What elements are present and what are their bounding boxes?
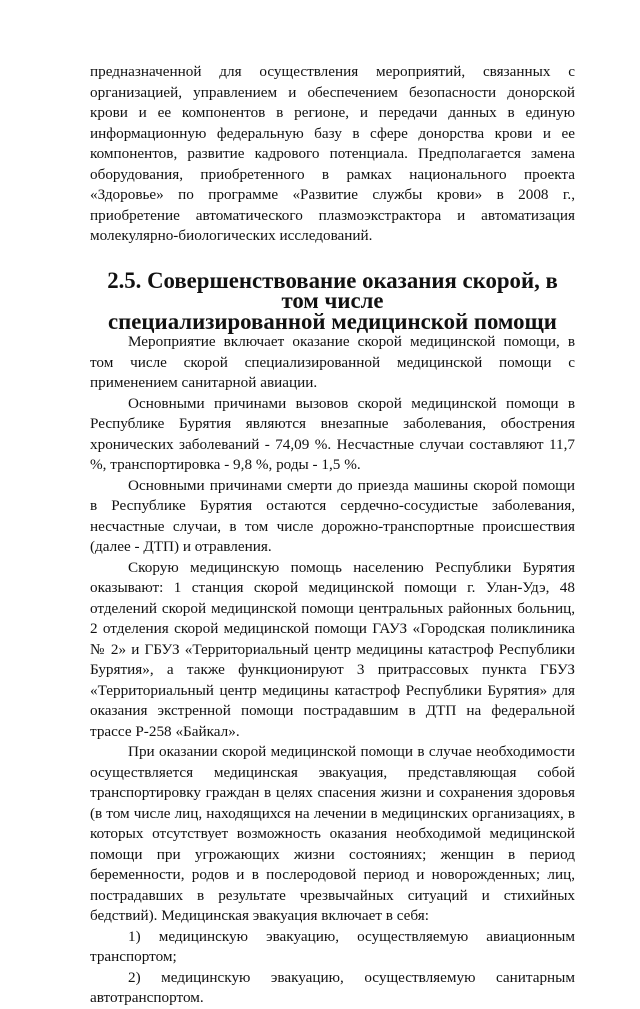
- paragraph-call-reasons: Основными причинами вызовов скорой медицинской помощи в Республике Бурятия являются внезапные заболевания, обострения хронических заболеваний - 74,09 %. Несчастные случаи составляют 11,7 %, транспортировка - 9,8 %, роды - 1,5 %.: [90, 394, 575, 473]
- list-item-ground-evacuation: 2) медицинскую эвакуацию, осуществляемую санитарным автотранспортом.: [90, 968, 575, 1006]
- section-heading-line-1: 2.5. Совершенствование оказания скорой, в том числе: [107, 267, 558, 313]
- paragraph-service-providers: Скорую медицинскую помощь населению Республики Бурятия оказывают: 1 станция скорой медицинской помощи г. Улан-Удэ, 48 отделений скорой медицинской помощи центральных районных больниц, 2 отделения скорой медицинской помощи ГАУЗ «Городская поликлиника № 2» и ГБУЗ «Территориальный центр медицины катастроф Республики Бурятия», а также функционируют 3 притрассовых пункта ГБУЗ «Территориальный центр медицины катастроф Республики Бурятия» для оказания экстренной помощи пострадавшим в ДТП на федеральной трассе Р-258 «Байкал».: [90, 558, 575, 740]
- section-heading-line-2: специализированной медицинской помощи: [108, 308, 557, 334]
- paragraph-medical-evacuation: При оказании скорой медицинской помощи в случае необходимости осуществляется медицинская эвакуация, представляющая собой транспортировку граждан в целях спасения жизни и сохранения здоровья (в том числе лиц, находящихся на лечении в медицинских организациях, в которых отсутствует возможность оказания необходимой медицинской помощи при угрожающих жизни состояниях; женщин в период беременности, родов и в послеродовой период и новорожденных; лиц, пострадавших в результате чрезвычайных ситуаций и стихийных бедствий). Медицинская эвакуация включает в себя:: [90, 743, 575, 924]
- paragraph-measure-description: Мероприятие включает оказание скорой медицинской помощи, в том числе скорой специализированной медицинской помощи с применением санитарной авиации.: [90, 333, 575, 391]
- intro-paragraph: предназначенной для осуществления мероприятий, связанных с организацией, управлением и обеспечением безопасности донорской крови и ее компонентов в регионе, и передачи данных в единую информационную федеральную базу в сфере донорства крови и ее компонентов, развитие кадрового потенциала. Предполагается замена оборудования, приобретенного в рамках национального проекта «Здоровье» по программе «Развитие службы крови» в 2008 г., приобретение автоматического плазмоэкстрактора и автоматизация молекулярно-биологических исследований.: [90, 63, 575, 244]
- list-item-air-evacuation: 1) медицинскую эвакуацию, осуществляемую авиационным транспортом;: [90, 927, 575, 965]
- section-heading: [90, 267, 575, 334]
- paragraph-death-causes: Основными причинами смерти до приезда машины скорой помощи в Республике Бурятия остаются сердечно-сосудистые заболевания, несчастные случаи, в том числе дорожно-транспортные происшествия (далее - ДТП) и отравления.: [90, 476, 575, 555]
